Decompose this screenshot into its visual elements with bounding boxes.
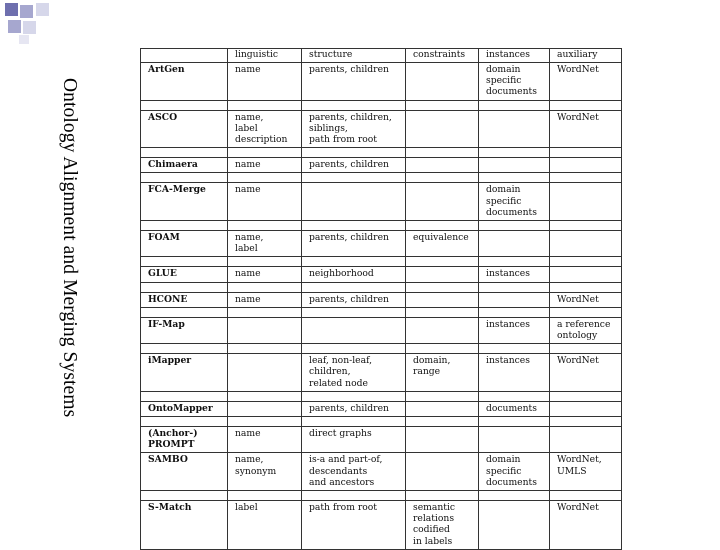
instances-text: specific — [486, 465, 522, 477]
linguistic-text: name — [235, 184, 261, 196]
row-separator — [141, 491, 622, 501]
instances-text: instances — [486, 355, 530, 367]
linguistic-text: name — [235, 293, 261, 305]
column-header: instances — [479, 49, 550, 63]
structure-text: leaf, non-leaf, — [309, 355, 373, 367]
separator-cell — [302, 257, 406, 267]
separator-cell — [302, 491, 406, 501]
auxiliary-cell — [550, 267, 622, 282]
linguistic-cell — [228, 231, 302, 257]
auxiliary-text: UMLS — [557, 465, 587, 477]
corner-decoration — [0, 0, 60, 45]
table-row — [141, 231, 622, 257]
separator-cell — [550, 391, 622, 401]
separator-cell — [479, 391, 550, 401]
system-name: IF-Map — [148, 318, 185, 330]
system-name-cell — [141, 267, 228, 282]
instances-cell — [479, 401, 550, 416]
constraints-text: range — [413, 366, 441, 378]
auxiliary-text: ontology — [557, 330, 598, 342]
structure-text: descendants — [309, 465, 368, 477]
structure-text: and ancestors — [309, 476, 375, 488]
linguistic-text: name, — [235, 232, 264, 244]
auxiliary-text: a reference — [557, 318, 611, 330]
auxiliary-cell — [550, 427, 622, 453]
auxiliary-cell — [550, 401, 622, 416]
constraints-text: semantic — [413, 502, 456, 514]
linguistic-text: name — [235, 268, 261, 280]
separator-cell — [228, 221, 302, 231]
table-row — [141, 453, 622, 491]
system-name: OntoMapper — [148, 402, 213, 414]
separator-cell — [302, 173, 406, 183]
separator-cell — [550, 282, 622, 292]
constraints-cell — [406, 63, 479, 101]
system-name-cell — [141, 354, 228, 392]
structure-text: parents, children — [309, 159, 389, 171]
separator-cell — [228, 148, 302, 158]
deco-square — [23, 21, 36, 34]
instances-cell — [479, 267, 550, 282]
system-name-cell — [141, 231, 228, 257]
separator-cell — [550, 307, 622, 317]
separator-cell — [228, 417, 302, 427]
instances-cell — [479, 63, 550, 101]
auxiliary-cell — [550, 317, 622, 343]
column-header: structure — [302, 49, 406, 63]
constraints-cell — [406, 354, 479, 392]
row-separator — [141, 221, 622, 231]
separator-cell — [479, 100, 550, 110]
structure-cell — [302, 63, 406, 101]
linguistic-text: label — [235, 502, 258, 514]
table-row — [141, 158, 622, 173]
separator-cell — [479, 221, 550, 231]
auxiliary-cell — [550, 292, 622, 307]
auxiliary-text: WordNet — [557, 64, 599, 75]
system-name-cell — [141, 292, 228, 307]
system-name: FOAM — [148, 232, 180, 244]
instances-cell — [479, 354, 550, 392]
row-separator — [141, 391, 622, 401]
deco-square — [8, 20, 21, 33]
linguistic-cell — [228, 292, 302, 307]
auxiliary-text: WordNet — [557, 502, 599, 514]
linguistic-cell — [228, 63, 302, 101]
separator-cell — [302, 344, 406, 354]
separator-cell — [228, 344, 302, 354]
separator-cell — [479, 148, 550, 158]
table-row — [141, 354, 622, 392]
separator-cell — [228, 491, 302, 501]
system-name: GLUE — [148, 268, 177, 280]
constraints-cell — [406, 231, 479, 257]
system-name: ASCO — [148, 111, 178, 123]
deco-square — [5, 3, 18, 16]
separator-cell — [141, 100, 228, 110]
linguistic-cell — [228, 354, 302, 392]
structure-cell — [302, 453, 406, 491]
linguistic-cell — [228, 453, 302, 491]
structure-cell — [302, 317, 406, 343]
structure-cell — [302, 501, 406, 550]
instances-cell — [479, 317, 550, 343]
constraints-cell — [406, 427, 479, 453]
structure-text: related node — [309, 377, 368, 389]
table-row — [141, 427, 622, 453]
instances-cell — [479, 292, 550, 307]
instances-text: documents — [486, 476, 537, 488]
separator-cell — [406, 100, 479, 110]
linguistic-cell — [228, 267, 302, 282]
structure-text: parents, children — [309, 402, 389, 414]
separator-cell — [406, 417, 479, 427]
separator-cell — [228, 173, 302, 183]
separator-cell — [141, 148, 228, 158]
separator-cell — [550, 491, 622, 501]
structure-text: children, — [309, 366, 351, 378]
constraints-cell — [406, 317, 479, 343]
separator-cell — [550, 417, 622, 427]
constraints-cell — [406, 401, 479, 416]
system-name-cell — [141, 501, 228, 550]
slide-title: Ontology Alignment and Merging Systems — [59, 78, 80, 418]
constraints-text: codified — [413, 524, 450, 536]
structure-cell — [302, 292, 406, 307]
structure-text: parents, children — [309, 232, 389, 244]
separator-cell — [141, 417, 228, 427]
separator-cell — [141, 344, 228, 354]
linguistic-cell — [228, 427, 302, 453]
separator-cell — [479, 307, 550, 317]
system-name-cell — [141, 110, 228, 148]
system-name: (Anchor-) — [148, 428, 198, 440]
separator-cell — [479, 491, 550, 501]
table-row — [141, 317, 622, 343]
structure-cell — [302, 267, 406, 282]
column-header — [141, 49, 228, 63]
system-name-cell — [141, 427, 228, 453]
separator-cell — [406, 491, 479, 501]
instances-text: instances — [486, 318, 530, 330]
auxiliary-text: WordNet — [557, 111, 599, 123]
instances-cell — [479, 231, 550, 257]
system-name: iMapper — [148, 355, 192, 367]
row-separator — [141, 173, 622, 183]
constraints-cell — [406, 267, 479, 282]
structure-text: neighborhood — [309, 268, 374, 280]
row-separator — [141, 344, 622, 354]
linguistic-text: label — [235, 243, 258, 255]
constraints-text: relations — [413, 513, 455, 525]
constraints-cell — [406, 501, 479, 550]
comparison-table — [140, 48, 622, 550]
deco-square — [19, 35, 29, 44]
separator-cell — [550, 100, 622, 110]
auxiliary-text: WordNet — [557, 355, 599, 367]
auxiliary-cell — [550, 63, 622, 101]
auxiliary-cell — [550, 183, 622, 221]
structure-cell — [302, 231, 406, 257]
separator-cell — [302, 100, 406, 110]
separator-cell — [141, 491, 228, 501]
separator-cell — [479, 282, 550, 292]
structure-text: parents, children — [309, 64, 389, 75]
structure-text: path from root — [309, 134, 377, 146]
auxiliary-text: WordNet — [557, 293, 599, 305]
structure-cell — [302, 401, 406, 416]
linguistic-text: name — [235, 64, 261, 75]
separator-cell — [141, 173, 228, 183]
linguistic-cell — [228, 401, 302, 416]
instances-cell — [479, 158, 550, 173]
instances-text: domain — [486, 454, 521, 466]
instances-cell — [479, 453, 550, 491]
deco-square — [20, 5, 33, 18]
separator-cell — [406, 344, 479, 354]
table-row — [141, 183, 622, 221]
table-row — [141, 63, 622, 101]
instances-cell — [479, 110, 550, 148]
separator-cell — [302, 417, 406, 427]
separator-cell — [141, 282, 228, 292]
structure-cell — [302, 427, 406, 453]
separator-cell — [550, 344, 622, 354]
structure-cell — [302, 183, 406, 221]
separator-cell — [141, 221, 228, 231]
row-separator — [141, 417, 622, 427]
table-row — [141, 110, 622, 148]
constraints-text: in labels — [413, 535, 453, 547]
separator-cell — [228, 282, 302, 292]
separator-cell — [228, 391, 302, 401]
system-name-cell — [141, 317, 228, 343]
linguistic-text: description — [235, 134, 288, 146]
linguistic-text: name, — [235, 454, 264, 466]
table-row — [141, 267, 622, 282]
structure-text: is-a and part-of, — [309, 454, 383, 466]
separator-cell — [141, 391, 228, 401]
constraints-cell — [406, 453, 479, 491]
row-separator — [141, 282, 622, 292]
deco-square — [36, 3, 49, 16]
separator-cell — [302, 148, 406, 158]
instances-text: documents — [486, 402, 537, 414]
linguistic-text: synonym — [235, 465, 277, 477]
column-header: constraints — [406, 49, 479, 63]
instances-text: instances — [486, 268, 530, 280]
instances-text: documents — [486, 206, 537, 218]
system-name: PROMPT — [148, 439, 195, 451]
auxiliary-cell — [550, 354, 622, 392]
constraints-cell — [406, 110, 479, 148]
separator-cell — [228, 100, 302, 110]
system-name-cell — [141, 158, 228, 173]
structure-text: path from root — [309, 502, 377, 514]
separator-cell — [406, 173, 479, 183]
table-row — [141, 401, 622, 416]
constraints-text: equivalence — [413, 232, 469, 244]
instances-text: specific — [486, 195, 522, 207]
separator-cell — [302, 282, 406, 292]
linguistic-text: label — [235, 122, 258, 134]
auxiliary-cell — [550, 453, 622, 491]
auxiliary-cell — [550, 110, 622, 148]
structure-cell — [302, 354, 406, 392]
separator-cell — [406, 257, 479, 267]
row-separator — [141, 257, 622, 267]
system-name: ArtGen — [148, 64, 185, 75]
separator-cell — [479, 173, 550, 183]
separator-cell — [550, 221, 622, 231]
linguistic-cell — [228, 317, 302, 343]
structure-text: parents, children, — [309, 111, 392, 123]
system-name-cell — [141, 453, 228, 491]
separator-cell — [550, 148, 622, 158]
structure-cell — [302, 110, 406, 148]
separator-cell — [141, 307, 228, 317]
system-name-cell — [141, 63, 228, 101]
table-header-row — [141, 49, 622, 63]
separator-cell — [406, 148, 479, 158]
constraints-cell — [406, 158, 479, 173]
separator-cell — [550, 257, 622, 267]
constraints-cell — [406, 183, 479, 221]
system-name: FCA-Merge — [148, 184, 206, 196]
column-header: auxiliary — [550, 49, 622, 63]
system-name: HCONE — [148, 293, 188, 305]
instances-cell — [479, 183, 550, 221]
auxiliary-text: WordNet, — [557, 454, 602, 466]
separator-cell — [550, 173, 622, 183]
separator-cell — [228, 307, 302, 317]
system-name: Chimaera — [148, 159, 198, 171]
auxiliary-cell — [550, 231, 622, 257]
system-name-cell — [141, 401, 228, 416]
system-name: S-Match — [148, 502, 192, 514]
column-header: linguistic — [228, 49, 302, 63]
separator-cell — [228, 257, 302, 267]
separator-cell — [302, 221, 406, 231]
linguistic-cell — [228, 183, 302, 221]
linguistic-cell — [228, 110, 302, 148]
linguistic-text: name — [235, 428, 261, 440]
auxiliary-cell — [550, 501, 622, 550]
instances-text: specific — [486, 75, 522, 87]
instances-cell — [479, 427, 550, 453]
instances-text: documents — [486, 86, 537, 98]
system-name: SAMBO — [148, 454, 188, 466]
separator-cell — [406, 307, 479, 317]
separator-cell — [479, 344, 550, 354]
separator-cell — [302, 307, 406, 317]
constraints-text: domain, — [413, 355, 451, 367]
instances-cell — [479, 501, 550, 550]
table-row — [141, 501, 622, 550]
linguistic-cell — [228, 158, 302, 173]
structure-text: parents, children — [309, 293, 389, 305]
separator-cell — [302, 391, 406, 401]
row-separator — [141, 100, 622, 110]
linguistic-text: name, — [235, 111, 264, 123]
separator-cell — [406, 221, 479, 231]
structure-text: direct graphs — [309, 428, 372, 440]
separator-cell — [141, 257, 228, 267]
separator-cell — [479, 417, 550, 427]
row-separator — [141, 307, 622, 317]
structure-cell — [302, 158, 406, 173]
separator-cell — [406, 391, 479, 401]
auxiliary-cell — [550, 158, 622, 173]
linguistic-cell — [228, 501, 302, 550]
instances-text: domain — [486, 184, 521, 196]
linguistic-text: name — [235, 159, 261, 171]
row-separator — [141, 148, 622, 158]
structure-text: siblings, — [309, 122, 348, 134]
system-name-cell — [141, 183, 228, 221]
instances-text: domain — [486, 64, 521, 75]
separator-cell — [406, 282, 479, 292]
separator-cell — [479, 257, 550, 267]
table-row — [141, 292, 622, 307]
constraints-cell — [406, 292, 479, 307]
